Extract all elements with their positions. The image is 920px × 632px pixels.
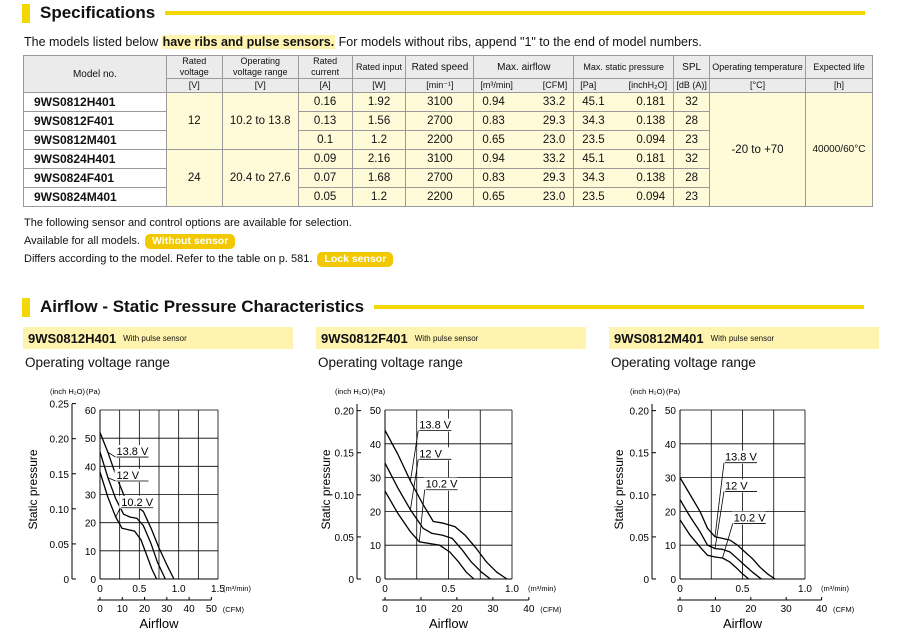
cell-airflow: [474, 131, 574, 150]
cell-current: 0.1: [298, 131, 352, 150]
x-tick-label-m3: 1.0: [798, 584, 812, 595]
chart-model-header: [609, 327, 879, 349]
cell-static: [574, 169, 674, 188]
unit-static-inch: [inchH₂O]: [628, 80, 668, 90]
y-tick-label-pa: 30: [664, 473, 676, 485]
chart-subtitle: Operating voltage range: [25, 355, 170, 370]
x-tick-label-cfm: 20: [451, 604, 463, 615]
x-axis-label: Airflow: [139, 616, 179, 630]
series-line: [680, 478, 775, 579]
chart-model-header: [23, 327, 293, 349]
y-tick-label-pa: 10: [664, 541, 676, 553]
unit-rated-voltage: [V]: [166, 79, 222, 93]
specifications-intro: [24, 35, 702, 49]
cell-op-temp: -20 to +70: [710, 93, 806, 207]
y-tick-label-inch: 0.20: [334, 406, 354, 418]
y-tick-label-pa: 0: [90, 575, 96, 586]
unit-max-static: [574, 79, 674, 93]
intro-text-after: For models without ribs, append "1" to the end of model numbers.: [335, 35, 702, 49]
chart-model-name: 9WS0812F401: [321, 330, 408, 346]
specifications-heading: [22, 2, 865, 24]
x-tick-label-cfm: 0: [382, 604, 388, 615]
sensor-options: [24, 214, 393, 268]
x-tick-label-m3: 0.5: [735, 584, 750, 595]
y-tick-label-pa: 40: [664, 439, 676, 451]
y-tick-label-inch: 0.10: [49, 504, 69, 516]
y-unit-inch: (inch H₂O): [50, 387, 85, 396]
cell-static-pa: 23.5: [582, 134, 605, 146]
x-tick-label-cfm: 30: [487, 604, 499, 615]
x-tick-label-m3: 0.5: [132, 584, 147, 595]
chart-f401: [316, 385, 586, 630]
header-life: Expected life: [805, 56, 872, 79]
unit-rated-current: [A]: [298, 79, 352, 93]
cell-speed: 2200: [406, 131, 474, 150]
y-tick-label-pa: 0: [670, 575, 676, 586]
cell-airflow-m3: 0.65: [482, 191, 505, 203]
cell-input: 1.2: [352, 188, 406, 207]
cell-rated-voltage: 12: [166, 93, 222, 150]
x-tick-label-m3: 1.5: [211, 584, 225, 595]
intro-text: The models listed below: [24, 35, 162, 49]
cell-static-inch: 0.138: [636, 115, 666, 127]
chart-svg: [316, 385, 586, 630]
cell-speed: 2700: [406, 169, 474, 188]
specifications-title: Specifications: [40, 3, 156, 22]
options-line-1: [24, 214, 393, 232]
y-tick-label-inch: 0.15: [334, 448, 354, 460]
y-axis-label: Static pressure: [26, 449, 40, 530]
y-unit-inch: (inch H₂O): [335, 387, 370, 396]
cell-model: 9WS0812F401: [24, 112, 167, 131]
unit-op-temp: [°C]: [710, 79, 806, 93]
airflow-title: Airflow - Static Pressure Characteristics: [40, 297, 365, 316]
chart-model-name: 9WS0812H401: [28, 330, 117, 346]
cell-static-inch: 0.138: [636, 172, 666, 184]
x-unit-m3: (m³/min): [821, 584, 849, 593]
heading-rule: [165, 11, 865, 15]
x-tick-label-cfm: 0: [677, 604, 683, 615]
unit-airflow-cfm: [CFM]: [542, 80, 568, 90]
chart-svg: [23, 385, 293, 630]
x-tick-label-m3: 0: [382, 584, 388, 595]
cell-airflow-m3: 0.83: [482, 172, 505, 184]
cell-current: 0.05: [298, 188, 352, 207]
x-unit-m3: (m³/min): [223, 584, 251, 593]
header-rated-input: Rated input: [352, 56, 406, 79]
header-model: Model no.: [24, 56, 167, 93]
cell-airflow-cfm: 33.2: [542, 153, 566, 165]
y-tick-label-inch: 0.05: [49, 539, 69, 551]
x-tick-label-cfm: 0: [97, 604, 103, 615]
cell-speed: 3100: [406, 93, 474, 112]
cell-model: 9WS0824F401: [24, 169, 167, 188]
y-tick-label-pa: 30: [369, 473, 381, 485]
x-tick-label-cfm: 10: [415, 604, 427, 615]
series-label: 12 V: [725, 480, 748, 493]
cell-input: 1.2: [352, 131, 406, 150]
y-axis-label: Static pressure: [319, 449, 333, 530]
without-sensor-badge: Without sensor: [145, 234, 235, 249]
y-tick-label-inch: 0.20: [629, 406, 649, 418]
y-tick-label-pa: 40: [84, 462, 96, 474]
chart-sensor-label: With pulse sensor: [123, 333, 187, 343]
cell-static: [574, 188, 674, 207]
options-text-3: Differs according to the model. Refer to the table on p. 581.: [24, 253, 313, 265]
cell-airflow-m3: 0.65: [482, 134, 505, 146]
cell-speed: 3100: [406, 150, 474, 169]
options-line-2: [24, 232, 393, 250]
cell-current: 0.13: [298, 112, 352, 131]
cell-airflow-m3: 0.94: [482, 153, 505, 165]
x-tick-label-cfm: 40: [523, 604, 535, 615]
cell-current: 0.07: [298, 169, 352, 188]
cell-static-inch: 0.094: [636, 191, 666, 203]
unit-life: [h]: [805, 79, 872, 93]
cell-static-inch: 0.181: [636, 153, 666, 165]
series-label: 13.8 V: [419, 419, 452, 432]
cell-speed: 2200: [406, 188, 474, 207]
header-rated-voltage: Rated voltage: [166, 56, 222, 79]
y-tick-label-inch: 0.15: [49, 469, 69, 481]
header-max-static: Max. static pressure: [574, 56, 674, 79]
cell-static-inch: 0.094: [636, 134, 666, 146]
unit-airflow-m3: [m³/min]: [480, 80, 513, 90]
cell-op-range: 20.4 to 27.6: [222, 150, 298, 207]
x-axis-label: Airflow: [722, 616, 763, 630]
chart-h401: [23, 385, 293, 630]
cell-static-pa: 23.5: [582, 191, 605, 203]
options-text-1: The following sensor and control options are available for selection.: [24, 217, 352, 229]
series-label: 13.8 V: [116, 446, 149, 459]
table-row: [24, 93, 873, 112]
y-unit-pa: (Pa): [86, 387, 101, 396]
y-tick-label-inch: 0: [63, 575, 69, 586]
cell-speed: 2700: [406, 112, 474, 131]
series-leader: [419, 490, 424, 542]
cell-airflow: [474, 112, 574, 131]
y-tick-label-pa: 60: [84, 406, 96, 417]
cell-model: 9WS0812H401: [24, 93, 167, 112]
cell-static-inch: 0.181: [636, 96, 666, 108]
unit-max-airflow: [474, 79, 574, 93]
y-unit-pa: (Pa): [371, 387, 386, 396]
x-unit-cfm: (CFM): [832, 605, 855, 614]
cell-static: [574, 131, 674, 150]
series-line: [385, 491, 474, 579]
series-label: 12 V: [116, 470, 140, 483]
unit-rated-input: [W]: [352, 79, 406, 93]
y-tick-label-pa: 20: [369, 507, 381, 519]
heading-rule: [374, 305, 864, 309]
series-label: 10.2 V: [733, 512, 766, 525]
unit-spl: [dB (A)]: [674, 79, 710, 93]
cell-spl: 32: [674, 93, 710, 112]
y-tick-label-pa: 0: [375, 575, 381, 586]
unit-static-pa: [Pa]: [580, 80, 597, 90]
cell-static-pa: 45.1: [582, 96, 605, 108]
header-spl: SPL: [674, 56, 710, 79]
chart-m401: [609, 385, 879, 630]
header-op-voltage: Operating voltage range: [222, 56, 298, 79]
cell-spl: 32: [674, 150, 710, 169]
cell-spl: 28: [674, 169, 710, 188]
chart-panel-h401: [23, 327, 293, 370]
x-tick-label-m3: 1.0: [505, 584, 519, 595]
cell-static: [574, 93, 674, 112]
cell-input: 1.92: [352, 93, 406, 112]
series-label: 10.2 V: [121, 496, 154, 509]
cell-input: 1.56: [352, 112, 406, 131]
y-unit-inch: (inch H₂O): [630, 387, 665, 396]
options-line-3: [24, 250, 393, 268]
y-tick-label-inch: 0.05: [629, 532, 649, 544]
x-tick-label-cfm: 20: [745, 604, 757, 615]
cell-model: 9WS0824H401: [24, 150, 167, 169]
y-tick-label-pa: 20: [84, 518, 96, 530]
y-tick-label-pa: 10: [369, 541, 381, 553]
x-unit-cfm: (CFM): [540, 605, 562, 614]
y-tick-label-inch: 0.15: [629, 448, 649, 460]
x-tick-label-cfm: 10: [709, 604, 721, 615]
y-tick-label-inch: 0.20: [49, 434, 69, 446]
y-tick-label-inch: 0: [643, 575, 649, 586]
cell-current: 0.16: [298, 93, 352, 112]
cell-input: 1.68: [352, 169, 406, 188]
heading-marker: [22, 298, 30, 317]
y-axis-label: Static pressure: [612, 449, 626, 530]
chart-subtitle: Operating voltage range: [611, 355, 756, 370]
cell-static-pa: 45.1: [582, 153, 605, 165]
chart-sensor-label: With pulse sensor: [414, 333, 479, 343]
x-tick-label-cfm: 30: [161, 604, 173, 615]
cell-spl: 23: [674, 131, 710, 150]
y-tick-label-pa: 50: [664, 406, 676, 417]
header-rated-current: Rated current: [298, 56, 352, 79]
series-label: 10.2 V: [425, 478, 458, 491]
chart-model-header: [316, 327, 586, 349]
cell-airflow-cfm: 29.3: [542, 172, 566, 184]
y-tick-label-inch: 0.10: [334, 490, 354, 502]
x-unit-m3: (m³/min): [528, 584, 556, 593]
options-text-2: Available for all models.: [24, 235, 140, 247]
y-unit-pa: (Pa): [666, 387, 681, 396]
cell-airflow-m3: 0.94: [482, 96, 505, 108]
specifications-table: [23, 55, 873, 207]
chart-panel-f401: [316, 327, 586, 370]
x-tick-label-cfm: 10: [116, 604, 128, 615]
chart-subtitle: Operating voltage range: [318, 355, 463, 370]
airflow-heading: [22, 296, 864, 318]
cell-model: 9WS0824M401: [24, 188, 167, 207]
cell-airflow: [474, 169, 574, 188]
cell-static-pa: 34.3: [582, 172, 605, 184]
heading-marker: [22, 4, 30, 23]
y-tick-label-pa: 50: [369, 406, 381, 417]
unit-op-voltage: [V]: [222, 79, 298, 93]
x-tick-label-m3: 0: [677, 584, 683, 595]
y-tick-label-inch: 0.25: [49, 399, 69, 411]
y-tick-label-pa: 10: [84, 546, 96, 558]
cell-airflow-cfm: 33.2: [542, 96, 566, 108]
y-tick-label-inch: 0: [348, 575, 354, 586]
cell-op-range: 10.2 to 13.8: [222, 93, 298, 150]
lock-sensor-badge: Lock sensor: [317, 252, 393, 267]
cell-spl: 28: [674, 112, 710, 131]
chart-model-name: 9WS0812M401: [614, 330, 704, 346]
series-line: [680, 520, 749, 579]
cell-airflow-m3: 0.83: [482, 115, 505, 127]
y-tick-label-pa: 30: [84, 490, 96, 502]
cell-airflow: [474, 150, 574, 169]
cell-spl: 23: [674, 188, 710, 207]
intro-highlight: have ribs and pulse sensors.: [162, 35, 335, 49]
y-tick-label-pa: 50: [84, 434, 96, 446]
y-tick-label-inch: 0.10: [629, 490, 649, 502]
series-label: 13.8 V: [725, 451, 757, 464]
cell-airflow-cfm: 23.0: [542, 134, 566, 146]
cell-life: 40000/60°C: [805, 93, 872, 207]
x-tick-label-m3: 0.5: [441, 584, 456, 595]
series-line: [100, 472, 157, 579]
x-tick-label-m3: 0: [97, 584, 103, 595]
x-tick-label-cfm: 40: [183, 604, 195, 615]
x-tick-label-cfm: 40: [816, 604, 828, 615]
cell-airflow-cfm: 29.3: [542, 115, 566, 127]
header-rated-speed: Rated speed: [406, 56, 474, 79]
cell-airflow-cfm: 23.0: [542, 191, 566, 203]
x-tick-label-cfm: 30: [780, 604, 792, 615]
cell-static: [574, 112, 674, 131]
y-tick-label-pa: 20: [664, 507, 676, 519]
x-tick-label-cfm: 20: [138, 604, 151, 615]
cell-model: 9WS0812M401: [24, 131, 167, 150]
chart-sensor-label: With pulse sensor: [710, 333, 775, 343]
unit-rated-speed: [min⁻¹]: [406, 79, 474, 93]
cell-static-pa: 34.3: [582, 115, 605, 127]
series-label: 12 V: [419, 448, 442, 461]
cell-static: [574, 150, 674, 169]
cell-airflow: [474, 188, 574, 207]
x-axis-label: Airflow: [428, 616, 469, 630]
cell-input: 2.16: [352, 150, 406, 169]
cell-rated-voltage: 24: [166, 150, 222, 207]
y-tick-label-pa: 40: [369, 439, 381, 451]
cell-current: 0.09: [298, 150, 352, 169]
header-max-airflow: Max. airflow: [474, 56, 574, 79]
x-tick-label-cfm: 50: [205, 604, 217, 615]
y-tick-label-inch: 0.05: [334, 532, 354, 544]
cell-airflow: [474, 93, 574, 112]
chart-panel-m401: [609, 327, 879, 370]
chart-svg: [609, 385, 879, 630]
x-tick-label-m3: 1.0: [171, 584, 186, 595]
header-op-temp: Operating temperature: [710, 56, 806, 79]
x-unit-cfm: (CFM): [222, 605, 245, 614]
